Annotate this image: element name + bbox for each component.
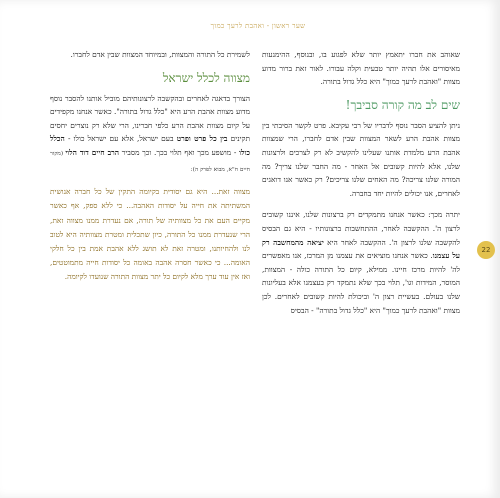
bold-text: יציאה מהמחשבה רק על עצמנו	[262, 237, 460, 261]
text-run: בעם ישראל, אלא עם ישראל כולו -	[64, 134, 177, 144]
paragraph: ניתן להציע הסבר נוסף לדבריו של רבי עקיבא. פרט לקשר הסיבתי בין מצוות אהבת הרע לשאר המצוות שבין אדם לחברו, הרי שמצוות אהבת הרע מלמדת אותנו שעלינו להקשיב לא רק לצרכים ולרצונות שלנו, אלא להיות קשובים אל האחר - מה החבר שלנו צריך? מה המורה שלנו צריכה? מה האחים שלנו צריכים? רק כאשר אנו דואגים לאחרים, אנו יכולים להיות יחד בחברה.	[262, 120, 460, 198]
text-run: - מושפע מכך ואף תלוי בכך. וכך מסביר	[119, 147, 240, 157]
paragraph	[262, 208, 460, 317]
paragraph	[50, 92, 250, 178]
paragraph: שאוהב את חברו יתאמץ יותר שלא לפגוע בו, ובנוסף, ההימנעות מאיסורים אלו תהיה יותר טבעית וקלה עבורו. לאור זאת ברור מדוע מצוות "ואהבת לרעך כמוך" היא כלל גדול בתורה.	[262, 50, 460, 87]
page-number-badge: 22	[477, 241, 495, 259]
paragraph: לשמירת כל התורה והמצוות, ובמיוחד המצוות שבין אדם לחברו.	[70, 50, 250, 59]
running-head: שער ראשון - ואהבת לרעך כמוך	[210, 22, 306, 30]
block-quote: מצווה זאת... היא גם יסודית בקיומה התקין של כל חברה אנושית המשתיתה את חייה על יסודות האהבה... כי ללא ספק, אף כאשר מקיים העם את כל מצוותיה של תורה, אם נעדרת ממנו מצווה זאת, הרי שנעדרת ממנו כל התורה, כיון שתכלית ומטרת מצוותיה היא לטוב לנו ולהחיותנו, ומטרה זאת לא תושג ללא אהבת אמת בין כל חלקי האומה... כי כאשר חסרה אהבה באומה כל יסודות חייה מתמוטטים, ואז אין עוד ערך מלא לקיום כל יתר מצוות התורה שנועדו לקיומה.	[50, 187, 250, 282]
source-citation: (מקור חיים ח"א, מבוא לפרק ה):	[50, 150, 250, 173]
bold-text: הרב חיים דוד הלוי	[65, 147, 120, 157]
text-run: יתרה מכך: כאשר אנחנו מתמקדים רק ברצונות שלנו, איננו קשובים לרצון ה'. ההקשבה לאחר, ההתחשבות ברצונותיו - היא גם הבסיס להקשבה שלנו לרצון ה'. ההקשבה לאחר היא	[262, 210, 460, 247]
bold-text: בין כל פרט ופרט	[176, 134, 228, 144]
text-run: הצורך בדאגה לאחרים ובהקשבה לרצונותיהם מוביל אותנו להסבר נוסף מדוע מצוות אהבת הרע היא "כלל גדול בתורה". כאשר אנחנו מקפידים על קיום מצוות אהבת הרע כלפי חברינו, הרי שלא רק נוצרים יחסים תקינים	[50, 93, 251, 144]
section-heading: שים לב מה קורה סביבך!	[345, 97, 460, 112]
section-heading: מצווה לכלל ישראל	[162, 70, 250, 85]
right-column	[262, 48, 460, 325]
left-column	[50, 48, 250, 293]
bold-text: הכלל כולו	[50, 134, 250, 157]
text-run: . כאשר אנחנו מוציאים את עצמנו מן המרכז, אנו מאפשרים לה' להיות מרכז חיינו. ממילא, קיום כל התורה כולה - המצוות, המוסר, המידות וגו', תלוי בכך שלא נתמקד רק בעצמנו אלא בעליונות שלנו בעולם. בעשיית רצון ה' וביכולת להיות קשובים לאחרים. לכן מצוות "ואהבת לרעך כמוך" היא "כלל גדול בתורה" - הבסיס	[262, 251, 460, 315]
